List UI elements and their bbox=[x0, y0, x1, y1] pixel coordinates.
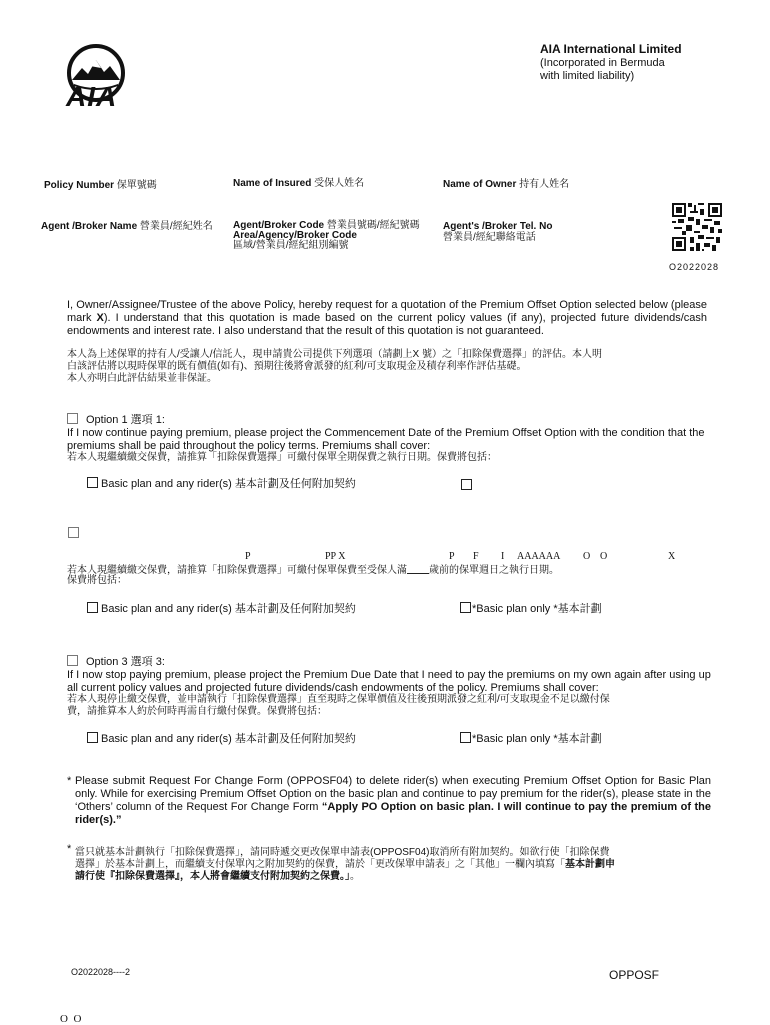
option2-garbled-0: P bbox=[245, 551, 251, 562]
agent-name-label bbox=[41, 221, 213, 233]
form-code-top: O2022028 bbox=[669, 262, 720, 272]
option1-choice-basic-riders[interactable] bbox=[87, 477, 356, 491]
company-incorporated-line1: (Incorporated in Bermuda bbox=[540, 57, 665, 69]
note-zh-line1: 當只就基本計劃執行「扣除保費選擇」，請同時遞交更改保單申請表(OPPOSF04)取消所有附加契約。如欲行使「扣除保費 bbox=[75, 847, 610, 858]
note-zh-star: * bbox=[67, 843, 72, 855]
option2-garbled-4: I bbox=[501, 551, 505, 562]
agent-code-zh: 營業員號碼/經紀號碼 bbox=[326, 220, 420, 231]
note-zh-line2 bbox=[75, 859, 615, 871]
name-of-owner-label bbox=[443, 179, 569, 191]
option2-garbled-line bbox=[0, 551, 770, 563]
option1-basic-only-checkbox[interactable] bbox=[461, 476, 475, 494]
footer-code: O2022028----2 bbox=[71, 967, 131, 977]
option2-basic-riders-checkbox[interactable] bbox=[87, 602, 98, 613]
note-zh-line2-bold: 基本計劃申 bbox=[565, 859, 615, 870]
note-zh-line2-normal: 選擇」於基本計劃上，而繼續支付保單內之附加契約的保費，請於「更改保單申請表」之「其他」一欄內填寫「 bbox=[75, 859, 565, 870]
option2-zh-line1 bbox=[67, 563, 559, 577]
option2-basic-only-checkbox[interactable] bbox=[460, 602, 471, 613]
aia-logo-text: AIA bbox=[66, 81, 118, 112]
option2-garbled-6: O bbox=[583, 551, 591, 562]
option2-garbled-5: AAAAAA bbox=[517, 551, 561, 562]
intro-zh-line3: 本人亦明白此評估結果並非保証。 bbox=[67, 373, 217, 384]
option3-en: If I now stop paying premium, please project the Premium Due Date that I need to pay the premiums on my own again after using up all current policy values and projected future dividends/cash endowments of the policy. Premiums shall cover: bbox=[67, 669, 711, 694]
option1-checkbox[interactable] bbox=[67, 413, 78, 424]
option2-zh-line1-b: 歲前的保單週日之執行日期。 bbox=[429, 565, 559, 576]
option2-checkbox[interactable] bbox=[68, 524, 82, 542]
intro-zh-line2: 白該評估將以現時保單的既有價值(如有)、預期往後將會派發的紅利/可支取現金及積存利率作評估基礎。 bbox=[67, 361, 527, 372]
option3-choice-basic-riders[interactable] bbox=[87, 732, 356, 746]
option2-garbled-8: X bbox=[668, 551, 676, 562]
option2-zh-line2: 保費將包括： bbox=[67, 575, 127, 586]
footer-stray-text: O O bbox=[60, 1013, 82, 1025]
option3-basic-only-checkbox[interactable] bbox=[460, 732, 471, 743]
company-name: AIA International Limited bbox=[540, 42, 682, 56]
option2-basic-riders-label: Basic plan and any rider(s) 基本計劃及任何附加契約 bbox=[101, 603, 356, 615]
intro-en-before: I, Owner/Assignee/Trustee of the above Policy, hereby request for a quotation of the Premium Offset Option selected below (please mark bbox=[67, 299, 707, 324]
option3-checkbox[interactable] bbox=[67, 655, 78, 666]
option3-zh-line1: 若本人現停止繳交保費，並申請執行「扣除保費選擇」直至現時之保單價值及往後預期派發之紅利/可支取現金不足以繳付保 bbox=[67, 694, 610, 705]
option2-zh-line1-a: 若本人現繼續繳交保費，請推算「扣除保費選擇」可繳付保單保費至受保人滿 bbox=[67, 565, 407, 576]
intro-en-mark: X bbox=[96, 312, 104, 324]
option3-basic-riders-checkbox[interactable] bbox=[87, 732, 98, 743]
agent-code-en: Agent/Broker Code bbox=[233, 220, 325, 231]
agent-code-label bbox=[233, 221, 420, 251]
policy-number-zh: 保單號碼 bbox=[116, 180, 157, 191]
name-of-insured-zh: 受保人姓名 bbox=[314, 178, 365, 189]
option2-basic-only-label: *Basic plan only *基本計劃 bbox=[472, 603, 602, 615]
policy-number-en: Policy Number bbox=[44, 180, 115, 191]
agent-name-en: Agent /Broker Name bbox=[41, 221, 138, 232]
qr-code bbox=[672, 203, 722, 251]
intro-en bbox=[67, 299, 707, 338]
option3-choice-basic-only[interactable] bbox=[460, 732, 602, 746]
option3-zh-line2: 費，請推算本人約於何時再需自行繳付保費。保費將包括： bbox=[67, 706, 327, 717]
area-code-en: Area/Agency/Broker Code bbox=[233, 230, 357, 241]
name-of-owner-en: Name of Owner bbox=[443, 179, 517, 190]
agent-tel-en: Agent's /Broker Tel. No bbox=[443, 221, 553, 232]
note-en-normal: Please submit Request For Change Form (OPPOSF04) to delete rider(s) when executing Premium Offset Option for Basic Plan only. While for exercising Premium Offset Option on the basic plan and continue to pay premium for the rider(s), please state in the ‘Others’ column of the Request For Change Form bbox=[75, 775, 711, 813]
intro-en-after: ). I understand that this quotation is made based on the current policy values (if any), projected future dividends/cash endowments and interest rate. I also understand that the result of this quotation is not guaranteed. bbox=[67, 312, 708, 337]
company-incorporated-line2: with limited liability) bbox=[540, 70, 635, 82]
agent-tel-zh: 營業員/經紀聯絡電話 bbox=[443, 232, 536, 243]
note-en bbox=[75, 775, 711, 827]
note-zh-line3-bold: 請行使『扣除保費選擇』，本人將會繼續支付附加契約之保費。」 bbox=[75, 871, 350, 882]
agent-tel-label bbox=[443, 221, 552, 243]
note-zh-line3 bbox=[75, 871, 360, 883]
footer-form-name: OPPOSF bbox=[609, 968, 660, 982]
option1-basic-riders-checkbox[interactable] bbox=[87, 477, 98, 488]
option1-title: Option 1 選項 1: bbox=[86, 414, 165, 426]
option3-title: Option 3 選項 3: bbox=[86, 656, 165, 668]
option2-garbled-3: F bbox=[473, 551, 479, 562]
option2-choice-basic-riders[interactable] bbox=[87, 602, 356, 616]
area-code-zh: 區域/營業員/經紀組別編號 bbox=[233, 240, 349, 251]
option3-header bbox=[67, 655, 165, 669]
option1-basic-riders-label: Basic plan and any rider(s) 基本計劃及任何附加契約 bbox=[101, 478, 356, 490]
note-en-star: * bbox=[67, 775, 72, 787]
option2-choice-basic-only[interactable] bbox=[460, 602, 602, 616]
option1-zh: 若本人現繼續繳交保費，請推算「扣除保費選擇」可繳付保單全期保費之執行日期。保費將包括： bbox=[67, 452, 497, 463]
option2-garbled-7: O bbox=[600, 551, 608, 562]
policy-number-label bbox=[44, 180, 157, 192]
option1-en: If I now continue paying premium, please project the Commencement Date of the Premium Offset Option with the condition that the premiums shall be paid throughout the policy terms. Premiums shall cover: bbox=[67, 427, 705, 452]
note-zh-line3-end: 。 bbox=[350, 871, 360, 882]
option1-header bbox=[67, 413, 165, 427]
name-of-insured-en: Name of Insured bbox=[233, 178, 312, 189]
option3-basic-only-label: *Basic plan only *基本計劃 bbox=[472, 733, 602, 745]
aia-logo bbox=[60, 44, 132, 112]
note-en-bold: “Apply PO Option on basic plan. I will continue to pay the premium of the rider(s).” bbox=[75, 801, 711, 826]
name-of-insured-label bbox=[233, 178, 364, 190]
name-of-owner-zh: 持有人姓名 bbox=[519, 179, 570, 190]
option2-garbled-2: P bbox=[449, 551, 455, 562]
option2-age-blank[interactable] bbox=[407, 563, 429, 574]
agent-name-zh: 營業員/經紀姓名 bbox=[139, 221, 213, 232]
intro-zh-line1: 本人為上述保單的持有人/受讓人/信託人，現申請貴公司提供下列選項（請劃上X 號）之「扣除保費選擇」的評估。本人明 bbox=[67, 349, 603, 360]
option2-garbled-1: PP X bbox=[325, 551, 346, 562]
option3-basic-riders-label: Basic plan and any rider(s) 基本計劃及任何附加契約 bbox=[101, 733, 356, 745]
